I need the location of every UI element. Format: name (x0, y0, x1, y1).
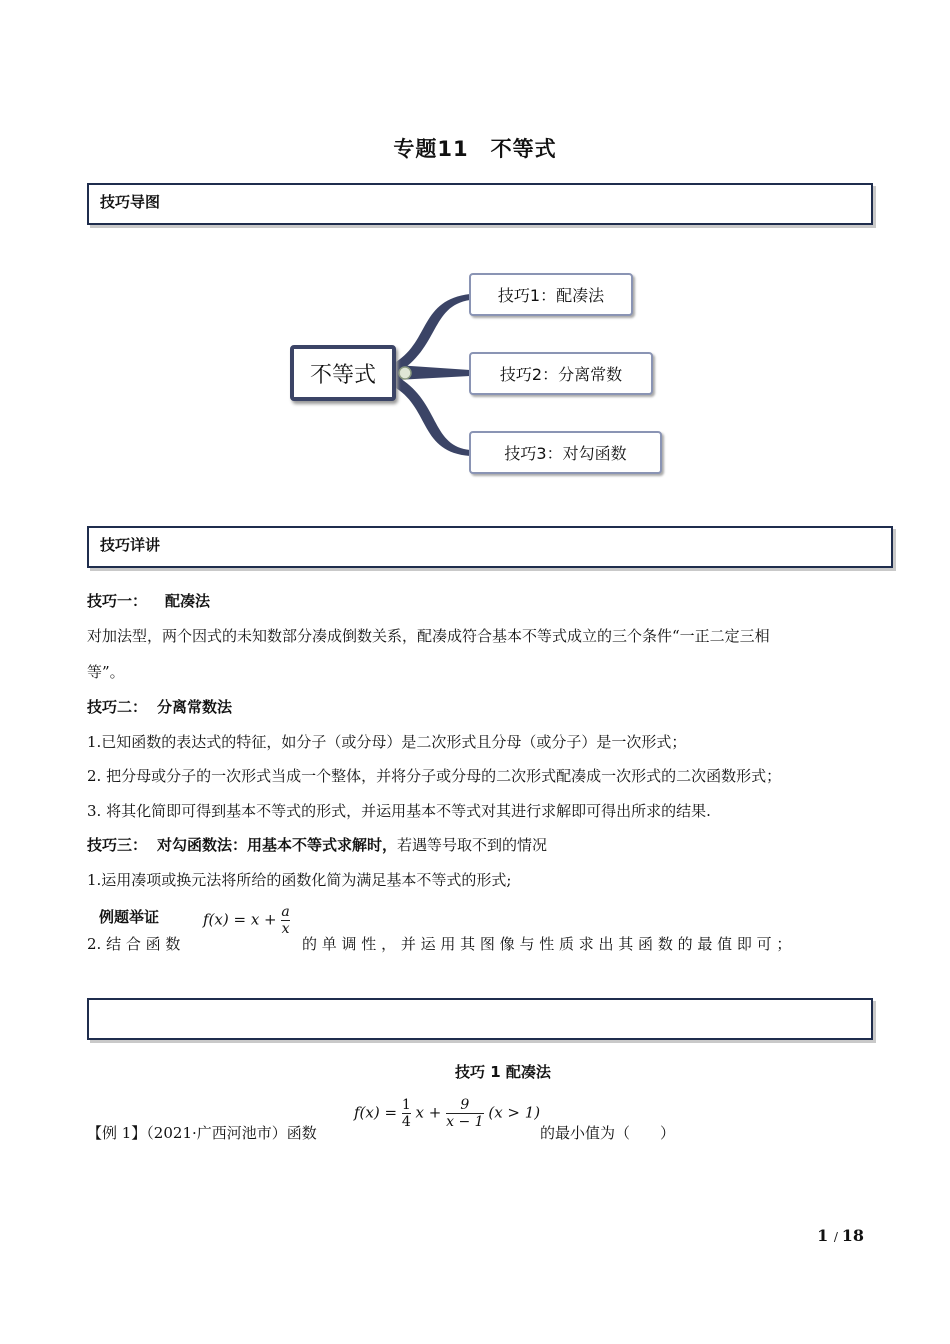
tech2-heading (87, 696, 232, 717)
example1-prefix: 【例 1】（2021·广西河池市）函数 (87, 1124, 317, 1142)
section-box-examples (87, 998, 873, 1040)
mindmap-node-1: 技巧1：配凑法 (469, 273, 633, 316)
section-label-details: 技巧详讲 (100, 536, 161, 554)
ex1-frac1-den: 4 (401, 1114, 411, 1130)
tech2-item-1: 1.已知函数的表达式的特征，如分子（或分母）是二次形式且分母（或分子）是一次形式； (87, 733, 687, 751)
example1-suffix: 的最小值为（ ） (540, 1124, 676, 1142)
ex1-f-lhs: f(x) = (354, 1103, 398, 1122)
page-total: 18 (841, 1226, 864, 1245)
ex1-frac2-den: x − 1 (446, 1114, 484, 1130)
formula-num: a (281, 904, 290, 920)
ex1-frac1-num: 1 (401, 1097, 411, 1113)
formula-lhs: f(x) = x + (203, 910, 277, 929)
page-title: 专题11 不等式 (393, 137, 557, 161)
tech3-item-2-prefix: 2. 结 合 函 数 (87, 935, 181, 953)
tech2-item-3: 3. 将其化简即可得到基本不等式的形式，并运用基本不等式对其进行求解即可得出所求的结果. (87, 802, 711, 820)
mindmap-node-3: 技巧3：对勾函数 (469, 431, 662, 474)
ex1-mid: x + (415, 1103, 442, 1122)
tech3-tail: 若遇等号取不到的情况 (397, 836, 548, 854)
tech2-name: 分离常数法 (157, 698, 233, 716)
ex1-frac1 (402, 1097, 411, 1130)
tech2-head: 技巧二： (87, 698, 148, 716)
formula-fraction (281, 904, 289, 937)
tech1-text-line2: 等”。 (87, 663, 125, 681)
tech3-item-1: 1.运用凑项或换元法将所给的函数化简为满足基本不等式的形式; (87, 871, 512, 889)
section-box-details (87, 526, 893, 568)
example-heading: 技巧 1 配凑法 (455, 1063, 551, 1081)
section-label-mindmap: 技巧导图 (100, 193, 161, 211)
section-label-examples: 例题举证 (99, 908, 160, 926)
page-separator: / (833, 1230, 842, 1244)
tech3-item-2-suffix: 的 单 调 性 ， 并 运 用 其 图 像 与 性 质 求 出 其 函 数 的 最 值 即 可 ； (302, 935, 792, 953)
tech1-heading (87, 590, 210, 611)
tech3-heading (87, 834, 547, 855)
page-number (817, 1226, 864, 1245)
ex1-cond: (x > 1) (488, 1103, 541, 1122)
ex1-frac2 (446, 1097, 483, 1130)
mindmap-root: 不等式 (290, 345, 396, 401)
connector-hub (399, 367, 411, 379)
tech3-name: 对勾函数法：用基本不等式求解时， (157, 836, 398, 854)
tech1-head: 技巧一： (87, 592, 148, 610)
connector-bottom (396, 376, 470, 456)
page-current: 1 (817, 1226, 829, 1245)
tech1-text-line1: 对加法型，两个因式的未知数部分凑成倒数关系，配凑成符合基本不等式成立的三个条件“一正二定三相 (87, 627, 770, 645)
tech3-head: 技巧三： (87, 836, 148, 854)
tech1-name: 配凑法 (165, 592, 211, 610)
tech2-item-2: 2. 把分母或分子的一次形式当成一个整体，并将分子或分母的二次形式配凑成一次形式的二次函数形式； (87, 767, 782, 785)
tech3-formula (203, 904, 290, 937)
mindmap-node-2: 技巧2：分离常数 (469, 352, 653, 395)
ex1-frac2-num: 9 (460, 1097, 470, 1113)
example1-formula (354, 1097, 540, 1130)
connector-top (396, 294, 470, 374)
formula-den: x (281, 921, 290, 937)
